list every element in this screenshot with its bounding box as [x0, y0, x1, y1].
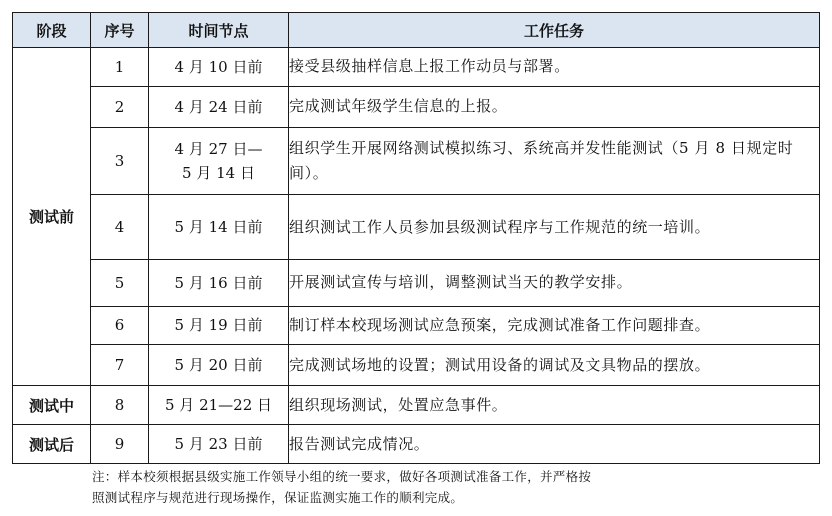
task-cell: 制订样本校现场测试应急预案，完成测试准备工作问题排查。 — [289, 306, 820, 345]
footnote-line-1: 注：样本校须根据县级实施工作领导小组的统一要求，做好各项测试准备工作，并严格按 — [92, 469, 592, 484]
phase-during: 测试中 — [13, 385, 91, 425]
footnote-line-2: 照测试程序与规范进行现场操作，保证监测实施工作的顺利完成。 — [92, 490, 464, 505]
task-cell: 接受县级抽样信息上报工作动员与部署。 — [289, 48, 820, 87]
table-row — [13, 260, 820, 307]
time-cell: 5 月 16 日前 — [149, 260, 289, 307]
table-row — [13, 48, 820, 87]
task-cell: 开展测试宣传与培训，调整测试当天的教学安排。 — [289, 260, 820, 307]
time-cell — [149, 128, 289, 195]
header-time: 时间节点 — [149, 13, 289, 48]
time-cell: 5 月 23 日前 — [149, 425, 289, 464]
time-cell: 4 月 24 日前 — [149, 86, 289, 128]
time-line-2: 5 月 14 日 — [182, 164, 255, 183]
table-row — [13, 195, 820, 260]
time-cell: 5 月 20 日前 — [149, 345, 289, 386]
header-phase: 阶段 — [13, 13, 91, 48]
table-row — [13, 345, 820, 386]
seq-cell: 3 — [91, 128, 149, 195]
time-cell: 5 月 21—22 日 — [149, 385, 289, 425]
table-row — [13, 385, 820, 425]
task-cell: 组织现场测试，处置应急事件。 — [289, 385, 820, 425]
time-line-1: 4 月 27 日— — [174, 140, 263, 159]
phase-before: 测试前 — [13, 48, 91, 386]
seq-cell: 1 — [91, 48, 149, 87]
table-row — [13, 86, 820, 128]
seq-cell: 6 — [91, 306, 149, 345]
task-cell: 完成测试年级学生信息的上报。 — [289, 86, 820, 128]
task-cell: 完成测试场地的设置；测试用设备的调试及文具物品的摆放。 — [289, 345, 820, 386]
table-row — [13, 425, 820, 464]
time-cell: 5 月 19 日前 — [149, 306, 289, 345]
seq-cell: 5 — [91, 260, 149, 307]
phase-after: 测试后 — [13, 425, 91, 464]
task-cell: 组织测试工作人员参加县级测试程序与工作规范的统一培训。 — [289, 195, 820, 260]
seq-cell: 2 — [91, 86, 149, 128]
header-task: 工作任务 — [289, 13, 820, 48]
seq-cell: 7 — [91, 345, 149, 386]
header-row — [13, 13, 820, 48]
task-cell: 报告测试完成情况。 — [289, 425, 820, 464]
seq-cell: 8 — [91, 385, 149, 425]
task-cell: 组织学生开展网络测试模拟练习、系统高并发性能测试（5 月 8 日规定时间）。 — [289, 128, 820, 195]
schedule-table — [12, 12, 820, 464]
footnote — [92, 466, 772, 508]
time-cell: 4 月 10 日前 — [149, 48, 289, 87]
time-cell: 5 月 14 日前 — [149, 195, 289, 260]
seq-cell: 9 — [91, 425, 149, 464]
table-row — [13, 306, 820, 345]
header-seq: 序号 — [91, 13, 149, 48]
seq-cell: 4 — [91, 195, 149, 260]
table-row — [13, 128, 820, 195]
